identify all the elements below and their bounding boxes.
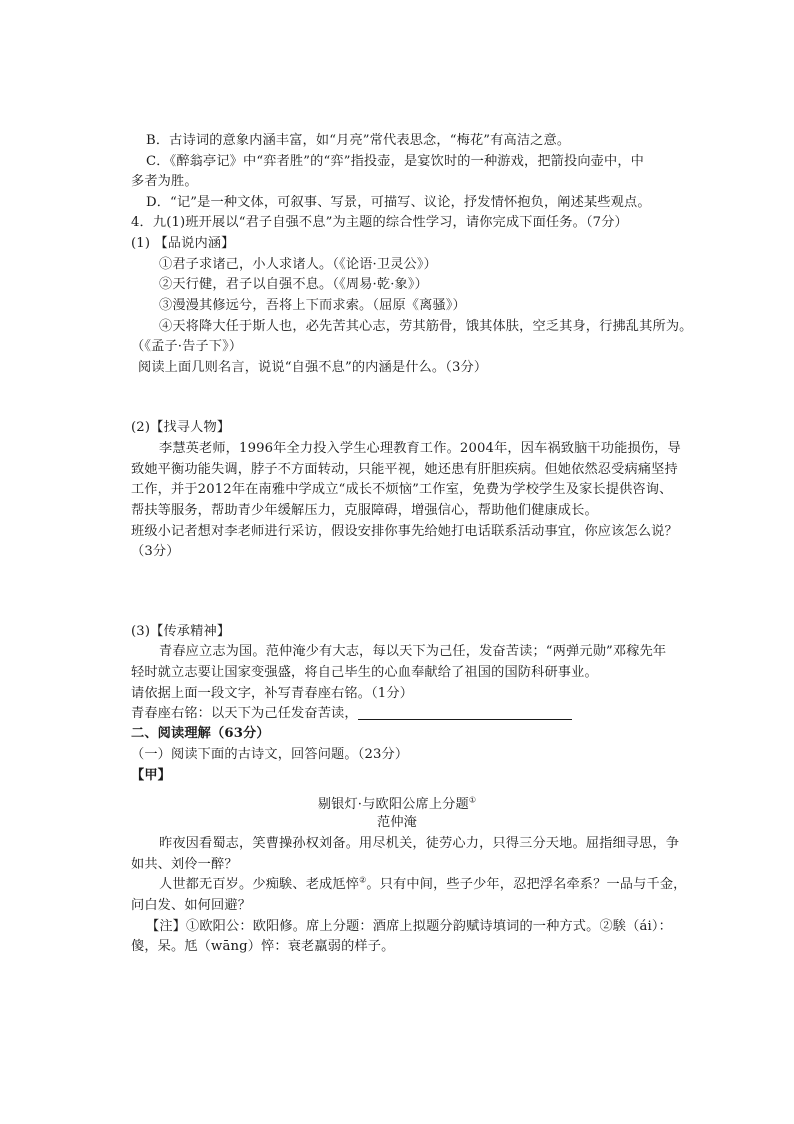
section-2-heading: 二、阅读理解（63分）: [131, 726, 270, 741]
quote-2: ②天行健，君子以自强不息。（《周易·乾·象》）: [159, 277, 428, 292]
part3-text-line1: 青春应立志为国。范仲淹少有大志，每以天下为己任，发奋苦读；“两弹元勋”邓稼先年: [159, 644, 667, 659]
quote-3: ③漫漫其修远兮，吾将上下而求索。（屈原《离骚》）: [159, 298, 466, 313]
part2-question: 班级小记者想对李老师进行采访，假设安排你事先给她打电话联系活动事宜，你应该怎么说？: [131, 524, 678, 539]
passage-label-jia: 【甲】: [131, 768, 172, 783]
part3-heading: (3)【传承精神】: [131, 624, 231, 639]
part1-question: 阅读上面几则名言，说说“自强不息”的内涵是什么。（3分）: [138, 360, 488, 375]
poem-stanza1-line2: 如共、刘伶一醉？: [131, 857, 238, 872]
option-d: D．“记”是一种文体，可叙事、写景，可描写、议论，抒发情怀抱负，阐述某些观点。: [146, 195, 651, 210]
section-2-subheading: （一）阅读下面的古诗文，回答问题。（23分）: [131, 747, 409, 762]
stanza2-note-marker: ②: [359, 875, 367, 885]
part2-question-points: （3分）: [131, 544, 180, 559]
poem-stanza2-line2: 问白发、如何回避？: [131, 898, 252, 913]
poem-stanza2-line1: 人世都无百岁。少痴騃、老成尪悴②。只有中间，些子少年，忍把浮名牵系？一品与千金，: [159, 875, 687, 892]
notes-line2: 傻，呆。尪（wāng）悴：衰老羸弱的样子。: [131, 939, 395, 954]
notes-line1: 【注】①欧阳公：欧阳修。席上分题：酒席上拟题分韵赋诗填词的一种方式。②騃（ái）：: [146, 919, 672, 934]
quote-4: ④天将降大任于斯人也，必先苦其心志，劳其筋骨，饿其体肤，空乏其身，行拂乱其所为。: [159, 319, 693, 334]
part2-text-line2: 致她平衡功能失调，脖子不方面转动，只能平视，她还患有肝胆疾病。但她依然忍受病痛坚持: [131, 462, 678, 477]
part2-text-line4: 帮扶等服务，帮助青少年缓解压力，克服障碍，增强信心，帮助他们健康成长。: [131, 503, 598, 518]
part3-text-line2: 轻时就立志要让国家变强盛，将自己毕生的心血奉献给了祖国的国防科研事业。: [131, 665, 598, 680]
poet-name: 范仲淹: [376, 815, 417, 830]
part2-text-line1: 李慧英老师，1996年全力投入学生心理教育工作。2004年，因车祸致脑干功能损伤，导: [159, 441, 681, 456]
quote-4-source: （《孟子·告子下》）: [131, 339, 243, 354]
option-c-line1: C．《醉翁亭记》中“弈者胜”的“弈”指投壶，是宴饮时的一种游戏，把箭投向壶中，中: [146, 154, 645, 169]
part3-question: 请依据上面一段文字，补写青春座右铭。（1分）: [131, 686, 414, 701]
option-c-line2: 多者为胜。: [131, 174, 198, 189]
motto-line: [131, 704, 572, 724]
motto-prefix: 青春座右铭：以天下为己任发奋苦读，: [131, 706, 358, 721]
question-4-stem: 4．九(1)班开展以“君子自强不息”为主题的综合性学习，请你完成下面任务。（7分）: [131, 215, 628, 230]
part2-heading: (2)【找寻人物】: [131, 420, 231, 435]
poem-title-text: 剔银灯·与欧阳公席上分题: [317, 797, 469, 812]
poem-stanza1-line1: 昨夜因看蜀志，笑曹操孙权刘备。用尽机关，徒劳心力，只得三分天地。屈指细寻思，争: [159, 836, 680, 851]
quote-1: ①君子求诸己，小人求诸人。（《论语·卫灵公》）: [159, 257, 437, 272]
part1-heading: (1) 【品说内涵】: [131, 236, 235, 251]
poem-title: [0, 795, 794, 815]
option-b: B．古诗词的意象内涵丰富，如“月亮”常代表思念，“梅花”有高洁之意。: [146, 133, 571, 148]
part2-text-line3: 工作，并于2012年在南雅中学成立“成长不烦恼”工作室，免费为学校学生及家长提供咨询、: [131, 482, 673, 497]
poem-title-note-marker: ①: [468, 795, 477, 805]
motto-answer-blank[interactable]: [358, 705, 572, 720]
